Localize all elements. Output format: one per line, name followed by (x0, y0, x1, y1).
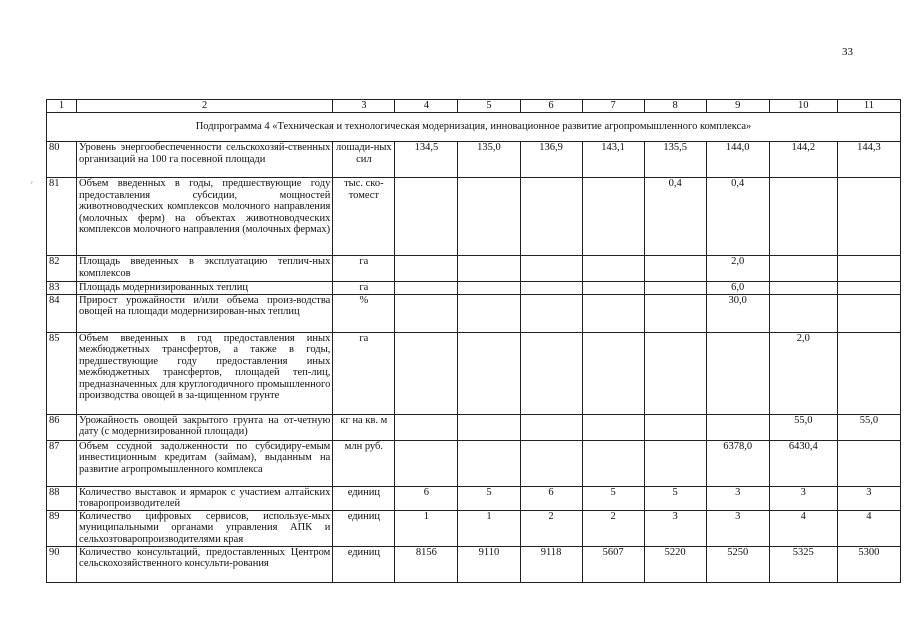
value-cell: 4 (769, 510, 837, 546)
value-cell: 5 (582, 486, 644, 510)
indicator-name: Площадь модернизированных теплиц (77, 282, 333, 295)
row-number: 84 (47, 294, 77, 332)
value-cell (582, 282, 644, 295)
value-cell (706, 414, 769, 440)
unit-cell: лошади-ных сил (333, 142, 395, 178)
value-cell: 5220 (644, 546, 706, 582)
indicators-table (46, 99, 901, 583)
value-cell: 3 (837, 486, 900, 510)
indicator-name: Уровень энергообеспеченности сельскохозяй-ственных организаций на 100 га посевной площади (77, 142, 333, 178)
value-cell: 5325 (769, 546, 837, 582)
unit-cell: тыс. ско-томест (333, 178, 395, 256)
value-cell: 0,4 (706, 178, 769, 256)
indicator-name: Объем введенных в годы, предшествующие году предоставления субсидии, мощностей животноводческих комплексов молочного направления (молочных ферм) на объектах животноводческих комплексов молочного направления (молочных фермах) (77, 178, 333, 256)
value-cell (644, 294, 706, 332)
indicator-name: Прирост урожайности и/или объема произ-водства овощей на площади модернизирован-ных теплиц (77, 294, 333, 332)
value-cell (644, 440, 706, 486)
value-cell (458, 440, 520, 486)
value-cell: 2 (582, 510, 644, 546)
value-cell (582, 414, 644, 440)
value-cell: 144,3 (837, 142, 900, 178)
value-cell (769, 178, 837, 256)
value-cell (837, 282, 900, 295)
value-cell: 30,0 (706, 294, 769, 332)
value-cell: 3 (769, 486, 837, 510)
indicator-name: Объем ссудной задолженности по субсидиру-емым инвестиционным кредитам (займам), выданным на развитие агропромышленного комплекса (77, 440, 333, 486)
header-cell: 7 (582, 100, 644, 113)
value-cell: 1 (395, 510, 458, 546)
value-cell (769, 256, 837, 282)
table-row (47, 142, 901, 178)
subprogram-row (47, 113, 901, 142)
value-cell: 134,5 (395, 142, 458, 178)
value-cell: 6430,4 (769, 440, 837, 486)
value-cell: 9118 (520, 546, 582, 582)
value-cell: 144,0 (706, 142, 769, 178)
header-row (47, 100, 901, 113)
row-number: 89 (47, 510, 77, 546)
value-cell (582, 294, 644, 332)
value-cell (582, 178, 644, 256)
value-cell (520, 256, 582, 282)
unit-cell: га (333, 282, 395, 295)
value-cell (837, 178, 900, 256)
value-cell (395, 256, 458, 282)
value-cell: 3 (706, 510, 769, 546)
value-cell: 136,9 (520, 142, 582, 178)
indicator-name: Урожайность овощей закрытого грунта на от-четную дату (с модернизированной площади) (77, 414, 333, 440)
row-number: 88 (47, 486, 77, 510)
unit-cell: % (333, 294, 395, 332)
table-row (47, 332, 901, 414)
value-cell: 135,5 (644, 142, 706, 178)
value-cell: 6378,0 (706, 440, 769, 486)
row-number: 83 (47, 282, 77, 295)
value-cell: 0,4 (644, 178, 706, 256)
value-cell (837, 256, 900, 282)
indicator-name: Количество выставок и ярмарок с участием алтайских товаропроизводителей (77, 486, 333, 510)
row-number: 90 (47, 546, 77, 582)
unit-cell: единиц (333, 510, 395, 546)
value-cell: 6 (520, 486, 582, 510)
header-cell: 6 (520, 100, 582, 113)
value-cell (395, 414, 458, 440)
table-row (47, 414, 901, 440)
value-cell (395, 294, 458, 332)
row-number: 82 (47, 256, 77, 282)
value-cell: 2,0 (706, 256, 769, 282)
value-cell: 1 (458, 510, 520, 546)
value-cell (520, 332, 582, 414)
value-cell (837, 440, 900, 486)
value-cell (644, 414, 706, 440)
value-cell: 2 (520, 510, 582, 546)
unit-cell: единиц (333, 486, 395, 510)
scan-mark: ′ (31, 180, 33, 190)
value-cell (458, 282, 520, 295)
value-cell: 9110 (458, 546, 520, 582)
value-cell (458, 256, 520, 282)
value-cell: 55,0 (769, 414, 837, 440)
value-cell (458, 332, 520, 414)
row-number: 87 (47, 440, 77, 486)
indicator-name: Количество консультаций, предоставленных Центром сельскохозяйственного консульти-рования (77, 546, 333, 582)
table-row (47, 440, 901, 486)
value-cell (458, 178, 520, 256)
header-cell: 1 (47, 100, 77, 113)
value-cell: 5250 (706, 546, 769, 582)
value-cell: 2,0 (769, 332, 837, 414)
unit-cell: кг на кв. м (333, 414, 395, 440)
subprogram-title: Подпрограмма 4 «Техническая и технологическая модернизация, инновационное развитие агропромышленного комплекса» (47, 113, 901, 142)
header-cell: 8 (644, 100, 706, 113)
header-cell: 4 (395, 100, 458, 113)
row-number: 86 (47, 414, 77, 440)
header-cell: 10 (769, 100, 837, 113)
header-cell: 5 (458, 100, 520, 113)
table-row (47, 282, 901, 295)
value-cell (458, 294, 520, 332)
value-cell (395, 282, 458, 295)
value-cell (769, 282, 837, 295)
value-cell: 8156 (395, 546, 458, 582)
row-number: 81 (47, 178, 77, 256)
value-cell (520, 414, 582, 440)
value-cell: 55,0 (837, 414, 900, 440)
header-cell: 11 (837, 100, 900, 113)
row-number: 80 (47, 142, 77, 178)
table-row (47, 256, 901, 282)
value-cell: 3 (706, 486, 769, 510)
value-cell: 6,0 (706, 282, 769, 295)
value-cell: 135,0 (458, 142, 520, 178)
value-cell: 3 (644, 510, 706, 546)
value-cell: 5607 (582, 546, 644, 582)
value-cell: 5 (644, 486, 706, 510)
value-cell (458, 414, 520, 440)
value-cell (520, 294, 582, 332)
value-cell (582, 332, 644, 414)
value-cell: 5 (458, 486, 520, 510)
value-cell (837, 294, 900, 332)
table-row (47, 510, 901, 546)
value-cell (644, 256, 706, 282)
indicator-name: Площадь введенных в эксплуатацию теплич-ных комплексов (77, 256, 333, 282)
value-cell (769, 294, 837, 332)
table-row (47, 546, 901, 582)
value-cell (582, 256, 644, 282)
value-cell (837, 332, 900, 414)
value-cell (395, 440, 458, 486)
row-number: 85 (47, 332, 77, 414)
value-cell (520, 440, 582, 486)
indicator-name: Количество цифровых сервисов, использує-мых муниципальными органами управления АПК и сельхозтоваропроизводителями края (77, 510, 333, 546)
table-row (47, 178, 901, 256)
header-cell: 2 (77, 100, 333, 113)
table-row (47, 294, 901, 332)
value-cell (582, 440, 644, 486)
value-cell (395, 178, 458, 256)
value-cell (520, 282, 582, 295)
value-cell: 143,1 (582, 142, 644, 178)
value-cell: 6 (395, 486, 458, 510)
table-row (47, 486, 901, 510)
value-cell: 4 (837, 510, 900, 546)
value-cell (706, 332, 769, 414)
unit-cell: га (333, 256, 395, 282)
value-cell (395, 332, 458, 414)
header-cell: 3 (333, 100, 395, 113)
unit-cell: единиц (333, 546, 395, 582)
header-cell: 9 (706, 100, 769, 113)
unit-cell: га (333, 332, 395, 414)
value-cell (644, 332, 706, 414)
unit-cell: млн руб. (333, 440, 395, 486)
page-number: 33 (842, 46, 853, 58)
value-cell (520, 178, 582, 256)
value-cell: 144,2 (769, 142, 837, 178)
indicator-name: Объем введенных в год предоставления иных межбюджетных трансфертов, а также в годы, предшествующие году предоставления иных межбюджетных трансфертов, площадей теп-лиц, предназначенных для круглогодичного промышленного производства овощей в за-щищенном грунте (77, 332, 333, 414)
value-cell: 5300 (837, 546, 900, 582)
value-cell (644, 282, 706, 295)
